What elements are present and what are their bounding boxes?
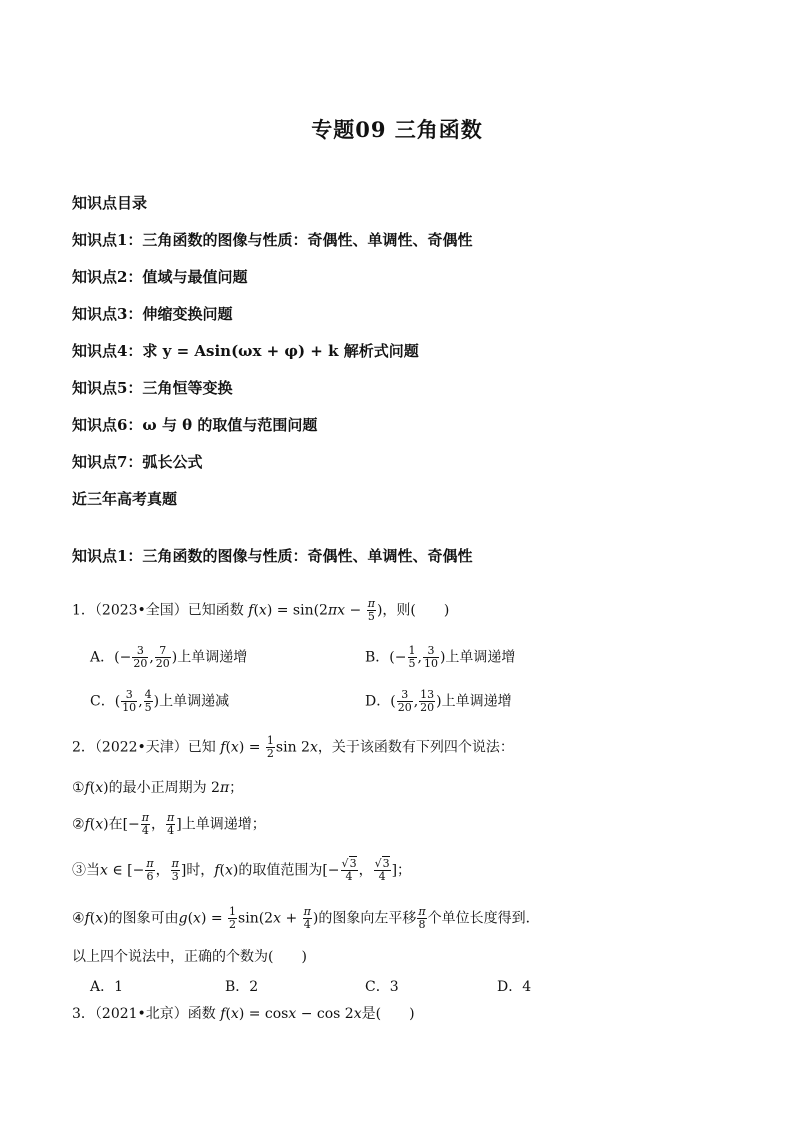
q2-option-d[interactable]: D．4 [497,979,532,995]
toc-item-6: 知识点6：ω 与 θ 的取值与范围问题 [72,416,318,434]
q1-option-a[interactable]: A．(− $\frac{3}{20}$ , $\frac{7}{20}$ )上单调递增 [90,644,248,670]
question-3-stem: 3．（2021•北京）函数 f(x) = cosx − cos 2x是( ) [72,1006,415,1022]
q2-statement-2: ②f(x)在[− $\frac{\pi}{4}$ ， $\frac{\pi}{4}$ ]上单调递增； [72,811,266,837]
toc-item-3: 知识点3：伸缩变换问题 [72,305,233,323]
q2-option-b[interactable]: B．2 [225,979,259,995]
page-title: 专题09 三角函数 [311,117,483,142]
toc-item-2: 知识点2：值域与最值问题 [72,268,248,286]
question-2-stem: 2．（2022•天津）已知 f(x) = $\frac{1}{2}$ sin 2x，关于该函数有下列四个说法： [72,734,514,760]
toc-item-1: 知识点1：三角函数的图像与性质：奇偶性、单调性、奇偶性 [72,231,473,249]
q2-statement-1: ①f(x)的最小正周期为 2π； [72,780,244,796]
q2-statement-3: ③当x ∈ [− $\frac{\pi}{6}$ ， $\frac{\pi}{3}$ ]时，f(x)的取值范围为[− $\frac{√3}{4}$ ， $\frac{√3}{4}$ ]； [72,857,412,883]
toc-heading: 知识点目录 [72,194,148,212]
q2-statement-4: ④f(x)的图象可由g(x) = $\frac{1}{2}$ sin(2x + $\frac{\pi}{4}$ )的图象向左平移 $\frac{\pi}{8}$ 个单位长度得到． [72,905,540,931]
q1-option-d[interactable]: D．( $\frac{3}{20}$ , $\frac{13}{20}$ )上单调递增 [365,688,512,714]
toc-item-7: 知识点7：弧长公式 [72,453,203,471]
toc-item-4: 知识点4：求 y = Asin(ωx + φ) + k 解析式问题 [72,342,419,360]
q1-option-b[interactable]: B．(− $\frac{1}{5}$ , $\frac{3}{10}$ )上单调递增 [365,644,516,670]
toc-item-5: 知识点5：三角恒等变换 [72,379,233,397]
question-1-stem: 1．（2023•全国）已知函数 f(x) = sin(2πx − $\frac{\pi}{5}$ )，则( ) [72,597,450,623]
q2-question: 以上四个说法中，正确的个数为( ) [72,949,307,965]
section-heading-1: 知识点1：三角函数的图像与性质：奇偶性、单调性、奇偶性 [72,547,473,565]
q2-option-a[interactable]: A．1 [90,979,124,995]
toc-item-8: 近三年高考真题 [72,490,178,508]
q2-option-c[interactable]: C．3 [365,979,399,995]
q1-option-c[interactable]: C．( $\frac{3}{10}$ , $\frac{4}{5}$ )上单调递减 [90,688,230,714]
